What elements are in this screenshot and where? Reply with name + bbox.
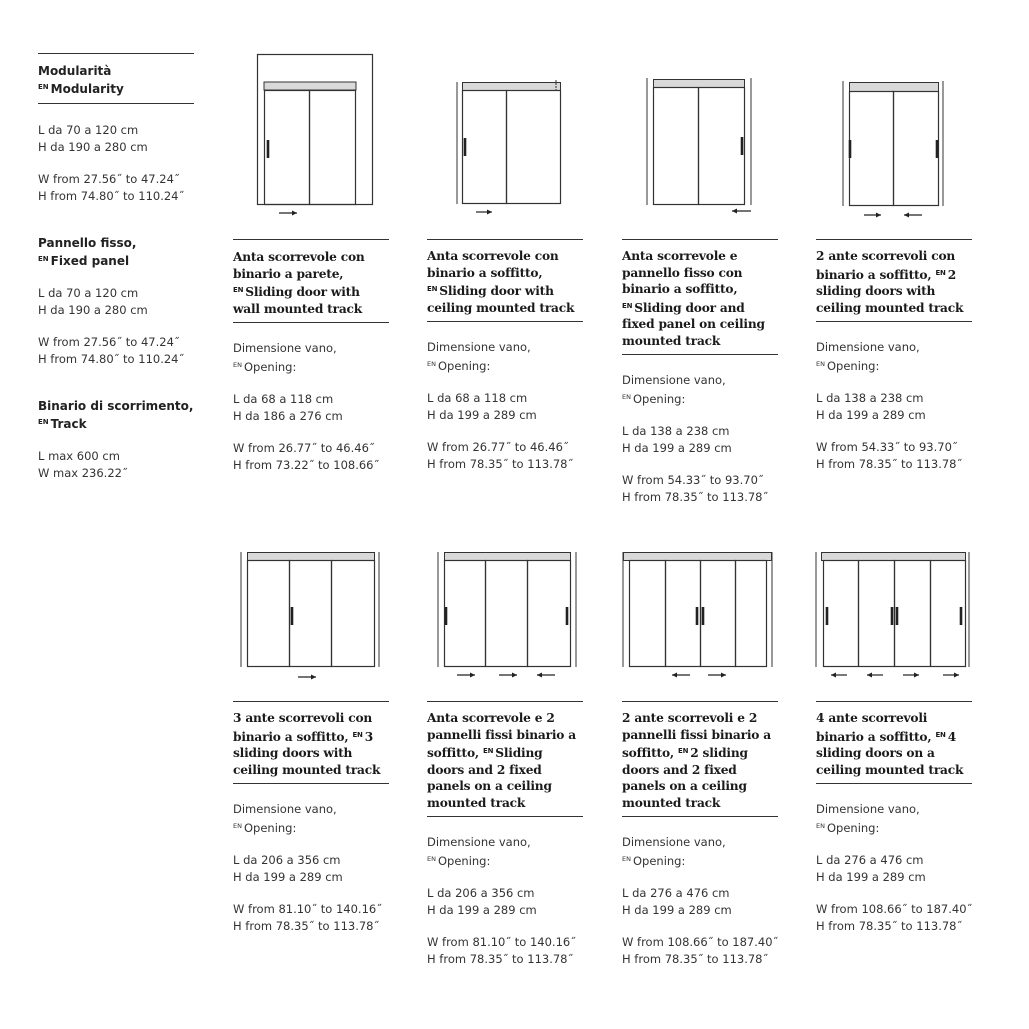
arrow-left-icon bbox=[537, 673, 555, 678]
card-title-it: Anta scorrevole e 2 pannelli fissi binario a soffitto, bbox=[427, 711, 576, 760]
card-dimensions bbox=[233, 340, 393, 473]
height-cm: H da 199 a 289 cm bbox=[816, 407, 926, 422]
card-divider-top bbox=[622, 239, 778, 240]
card-title-it: Anta scorrevole con binario a parete, bbox=[233, 250, 365, 281]
arrow-right-icon bbox=[903, 673, 919, 678]
en-tag: EN bbox=[935, 730, 946, 739]
width-cm: L da 138 a 238 cm bbox=[622, 424, 730, 438]
en-tag: EN bbox=[482, 747, 494, 755]
width-cm: L da 276 a 476 cm bbox=[622, 886, 730, 900]
door-handle bbox=[566, 607, 569, 625]
door-panel bbox=[265, 91, 310, 205]
card-title bbox=[816, 710, 972, 778]
en-tag: EN bbox=[38, 255, 49, 263]
card-divider-bottom bbox=[427, 321, 583, 322]
door-panel bbox=[486, 561, 528, 667]
width-cm: L da 68 a 118 cm bbox=[427, 391, 528, 405]
opening-label-en: Opening: bbox=[826, 358, 880, 373]
en-tag: EN bbox=[935, 268, 946, 277]
card-title bbox=[816, 248, 972, 316]
track-length-cm: L max 600 cm bbox=[38, 449, 120, 463]
fixed-panel-dimensions bbox=[38, 285, 194, 367]
arrow-right-icon bbox=[864, 213, 881, 218]
en-tag: EN bbox=[622, 301, 633, 310]
card-title-en: Sliding door with wall mounted track bbox=[233, 285, 362, 316]
card-divider-top bbox=[816, 701, 972, 702]
track-title-it: Binario di scorrimento, bbox=[38, 399, 194, 413]
arrow-right-icon bbox=[708, 673, 726, 678]
width-in: W from 27.56˝ to 47.24˝ bbox=[38, 172, 180, 186]
en-tag: EN bbox=[622, 392, 631, 401]
fixed-panel-heading bbox=[38, 235, 194, 269]
track bbox=[463, 83, 561, 91]
fixed-panel bbox=[630, 561, 666, 667]
door-handle bbox=[826, 607, 829, 625]
height-in: H from 78.35˝ to 113.78˝ bbox=[622, 489, 769, 504]
diagram-two-doors bbox=[840, 78, 950, 223]
en-tag: EN bbox=[622, 854, 631, 863]
diagram-two-doors-two-fixed bbox=[620, 547, 778, 687]
opening-label-en: Opening: bbox=[632, 853, 686, 868]
track bbox=[822, 553, 966, 561]
card-title-it: 2 ante scorrevoli con binario a soffitto, bbox=[816, 249, 956, 282]
width-cm: L da 70 a 120 cm bbox=[38, 123, 139, 137]
door-handle bbox=[891, 607, 894, 625]
en-tag: EN bbox=[352, 730, 363, 739]
en-tag: EN bbox=[427, 854, 436, 863]
opening-label-en: Opening: bbox=[243, 820, 297, 835]
arrow-left-icon bbox=[904, 213, 922, 218]
height-cm: H da 199 a 289 cm bbox=[233, 869, 343, 884]
card-divider-bottom bbox=[427, 816, 583, 817]
height-cm: H da 190 a 280 cm bbox=[38, 302, 148, 317]
diagram-wall-track bbox=[250, 50, 380, 220]
door-panel bbox=[310, 91, 356, 205]
opening-label: Dimensione vano, bbox=[233, 802, 337, 816]
card-divider-bottom bbox=[233, 322, 389, 323]
door-handle bbox=[291, 607, 294, 625]
door-handle bbox=[741, 137, 744, 155]
en-tag: EN bbox=[816, 821, 825, 830]
en-tag: EN bbox=[816, 359, 825, 368]
en-tag: EN bbox=[233, 821, 242, 830]
height-cm: H da 199 a 289 cm bbox=[427, 902, 537, 917]
card-dimensions bbox=[622, 834, 782, 967]
door-handle bbox=[849, 140, 852, 158]
fixed-panel bbox=[654, 88, 699, 205]
card-title-en: Sliding door and fixed panel on ceiling mounted track bbox=[622, 300, 765, 348]
card-divider-bottom bbox=[622, 354, 778, 355]
track-length-in: W max 236.22˝ bbox=[38, 465, 128, 480]
height-cm: H da 186 a 276 cm bbox=[233, 408, 343, 423]
door-handle bbox=[702, 607, 705, 625]
door-handle bbox=[445, 607, 448, 625]
track bbox=[248, 553, 375, 561]
en-tag: EN bbox=[677, 747, 689, 755]
height-in: H from 78.35˝ to 113.78˝ bbox=[427, 951, 574, 966]
track-title-en: Track bbox=[50, 417, 87, 431]
arrow-right-icon bbox=[476, 210, 492, 215]
opening-label: Dimensione vano, bbox=[622, 373, 726, 387]
width-cm: L da 70 a 120 cm bbox=[38, 286, 139, 300]
door-handle bbox=[267, 140, 270, 158]
opening-label: Dimensione vano, bbox=[427, 340, 531, 354]
width-in: W from 26.77˝ to 46.46˝ bbox=[427, 440, 569, 454]
card-dimensions bbox=[816, 339, 976, 472]
track-dimensions bbox=[38, 448, 194, 481]
door-panel bbox=[332, 561, 375, 667]
en-tag: EN bbox=[233, 360, 242, 369]
fixed-panel bbox=[736, 561, 767, 667]
opening-label: Dimensione vano, bbox=[622, 835, 726, 849]
door-handle bbox=[696, 607, 699, 625]
card-divider-top bbox=[427, 701, 583, 702]
diagram-four-doors bbox=[813, 547, 971, 687]
height-in: H from 78.35˝ to 113.78˝ bbox=[427, 456, 574, 471]
modularity-sidebar bbox=[38, 53, 194, 481]
card-divider-top bbox=[233, 701, 389, 702]
card-title-it: 3 ante scorrevoli con binario a soffitto, bbox=[233, 711, 373, 744]
en-tag: EN bbox=[38, 418, 49, 426]
card-title-en: Sliding door with ceiling mounted track bbox=[427, 284, 575, 315]
card-title-it: 2 ante scorrevoli e 2 pannelli fissi binario a soffitto, bbox=[622, 711, 771, 760]
height-in: H from 73.22˝ to 108.66˝ bbox=[233, 457, 380, 472]
door-panel bbox=[859, 561, 895, 667]
width-in: W from 108.66˝ to 187.40˝ bbox=[816, 902, 973, 916]
card-dimensions bbox=[622, 372, 782, 505]
en-tag: EN bbox=[233, 286, 244, 294]
width-cm: L da 206 a 356 cm bbox=[233, 853, 341, 867]
card-divider-bottom bbox=[233, 783, 389, 784]
door-panel bbox=[445, 561, 486, 667]
arrow-left-icon bbox=[732, 209, 751, 214]
opening-label: Dimensione vano, bbox=[816, 802, 920, 816]
width-cm: L da 276 a 476 cm bbox=[816, 853, 924, 867]
opening-label: Dimensione vano, bbox=[427, 835, 531, 849]
width-in: W from 27.56˝ to 47.24˝ bbox=[38, 335, 180, 349]
door-panel bbox=[701, 561, 736, 667]
card-divider-top bbox=[622, 701, 778, 702]
height-in: H from 74.80˝ to 110.24˝ bbox=[38, 188, 185, 203]
track-heading bbox=[38, 398, 194, 432]
modularity-dimensions bbox=[38, 122, 194, 204]
card-divider-bottom bbox=[816, 321, 972, 322]
diagram-door-two-fixed bbox=[435, 547, 583, 687]
door-panel bbox=[824, 561, 859, 667]
card-title bbox=[233, 710, 389, 778]
door-panel bbox=[290, 561, 332, 667]
track bbox=[264, 82, 356, 90]
card-dimensions bbox=[233, 801, 393, 934]
card-title-en: 2 sliding doors and 2 fixed panels on a ceiling mounted track bbox=[622, 746, 748, 810]
door-panel bbox=[699, 88, 745, 205]
door-panel bbox=[666, 561, 701, 667]
card-dimensions bbox=[427, 834, 587, 967]
card-title-it: 4 ante scorrevoli binario a soffitto, bbox=[816, 711, 932, 744]
width-cm: L da 138 a 238 cm bbox=[816, 391, 924, 405]
width-in: W from 26.77˝ to 46.46˝ bbox=[233, 441, 375, 455]
arrow-right-icon bbox=[279, 211, 297, 216]
opening-label-en: Opening: bbox=[632, 391, 686, 406]
diagram-three-doors bbox=[238, 547, 386, 687]
door-panel bbox=[507, 91, 561, 204]
diagram-door-fixed-panel bbox=[644, 75, 759, 220]
diagram-ceiling-single bbox=[455, 78, 570, 218]
card-title bbox=[622, 248, 778, 349]
width-cm: L da 68 a 118 cm bbox=[233, 392, 334, 406]
door-panel bbox=[895, 561, 931, 667]
opening-label: Dimensione vano, bbox=[816, 340, 920, 354]
card-divider-bottom bbox=[622, 816, 778, 817]
card-title-en: 3 sliding doors with ceiling mounted track bbox=[233, 729, 381, 777]
card-title-en: Sliding doors and 2 fixed panels on a ceiling mounted track bbox=[427, 746, 552, 810]
arrow-right-icon bbox=[943, 673, 959, 678]
fixed-panel-title-en: Fixed panel bbox=[50, 254, 130, 268]
width-in: W from 54.33˝ to 93.70˝ bbox=[622, 473, 764, 487]
en-tag: EN bbox=[38, 83, 49, 91]
card-title bbox=[622, 710, 778, 811]
arrow-left-icon bbox=[831, 673, 847, 678]
card-divider-top bbox=[816, 239, 972, 240]
door-panel bbox=[528, 561, 571, 667]
track bbox=[850, 83, 939, 92]
door-panel bbox=[248, 561, 290, 667]
card-divider-top bbox=[233, 239, 389, 240]
card-title bbox=[233, 249, 389, 317]
opening-label: Dimensione vano, bbox=[233, 341, 337, 355]
modularity-title-it: Modularità bbox=[38, 64, 112, 78]
arrow-right-icon bbox=[298, 675, 316, 680]
card-title-en: 4 sliding doors on a ceiling mounted track bbox=[816, 729, 964, 777]
door-handle bbox=[936, 140, 939, 158]
height-cm: H da 190 a 280 cm bbox=[38, 139, 148, 154]
door-panel bbox=[463, 91, 507, 204]
divider bbox=[38, 103, 194, 104]
width-in: W from 81.10˝ to 140.16˝ bbox=[233, 902, 382, 916]
height-in: H from 78.35˝ to 113.78˝ bbox=[622, 951, 769, 966]
width-in: W from 54.33˝ to 93.70˝ bbox=[816, 440, 958, 454]
door-handle bbox=[896, 607, 899, 625]
height-in: H from 74.80˝ to 110.24˝ bbox=[38, 351, 185, 366]
modularity-title-en: Modularity bbox=[50, 82, 124, 96]
opening-label-en: Opening: bbox=[437, 853, 491, 868]
modularity-heading bbox=[38, 54, 194, 103]
height-cm: H da 199 a 289 cm bbox=[622, 902, 732, 917]
arrow-right-icon bbox=[499, 673, 517, 678]
width-in: W from 108.66˝ to 187.40˝ bbox=[622, 935, 779, 949]
card-divider-bottom bbox=[816, 783, 972, 784]
height-cm: H da 199 a 289 cm bbox=[622, 440, 732, 455]
en-tag: EN bbox=[427, 285, 438, 293]
card-dimensions bbox=[816, 801, 976, 934]
track bbox=[654, 80, 745, 88]
width-in: W from 81.10˝ to 140.16˝ bbox=[427, 935, 576, 949]
door-handle bbox=[464, 138, 467, 156]
card-title bbox=[427, 248, 583, 316]
opening-label-en: Opening: bbox=[243, 359, 297, 374]
door-panel bbox=[894, 92, 939, 206]
width-cm: L da 206 a 356 cm bbox=[427, 886, 535, 900]
height-in: H from 78.35˝ to 113.78˝ bbox=[816, 456, 963, 471]
height-in: H from 78.35˝ to 113.78˝ bbox=[816, 918, 963, 933]
height-in: H from 78.35˝ to 113.78˝ bbox=[233, 918, 380, 933]
card-title-it: Anta scorrevole e pannello fisso con binario a soffitto, bbox=[622, 249, 743, 296]
opening-label-en: Opening: bbox=[826, 820, 880, 835]
arrow-left-icon bbox=[867, 673, 883, 678]
en-tag: EN bbox=[427, 359, 436, 368]
card-title-en: 2 sliding doors with ceiling mounted track bbox=[816, 267, 964, 315]
card-title bbox=[427, 710, 583, 811]
track bbox=[445, 553, 571, 561]
arrow-left-icon bbox=[672, 673, 690, 678]
height-cm: H da 199 a 289 cm bbox=[427, 407, 537, 422]
door-panel bbox=[850, 92, 894, 206]
fixed-panel-title-it: Pannello fisso, bbox=[38, 236, 137, 250]
height-cm: H da 199 a 289 cm bbox=[816, 869, 926, 884]
track bbox=[624, 553, 772, 561]
card-dimensions bbox=[427, 339, 587, 472]
card-title-it: Anta scorrevole con binario a soffitto, bbox=[427, 249, 559, 280]
door-handle bbox=[960, 607, 963, 625]
opening-label-en: Opening: bbox=[437, 358, 491, 373]
card-divider-top bbox=[427, 239, 583, 240]
arrow-right-icon bbox=[457, 673, 475, 678]
